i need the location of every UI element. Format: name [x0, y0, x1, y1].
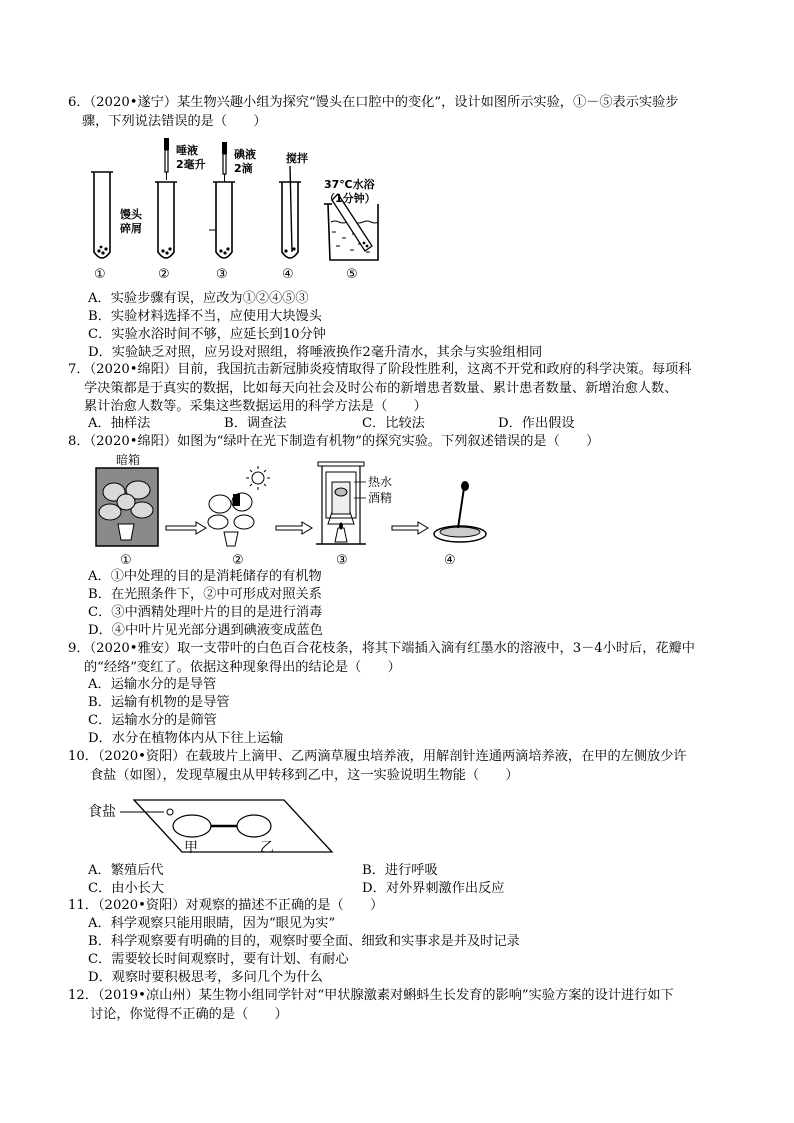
fig-label-saliva: 唾液: [176, 144, 198, 157]
q10-option-d: D．对外界刺激作出反应: [362, 881, 505, 896]
q9-option-b: B．运输有机物的是导管: [88, 695, 230, 710]
test-tube-1: [91, 172, 113, 258]
q11-option-b: B．科学观察要有明确的目的，观察时要全面、细致和实事求是并及时记录: [88, 934, 520, 949]
fig-label-saliva-amount: 2毫升: [176, 158, 206, 171]
q7-option-b: B．调查法: [224, 416, 287, 431]
q8-option-d: D．④中叶片见光部分遇到碘液变成蓝色: [88, 623, 323, 638]
fig-step-1: ①: [94, 267, 106, 282]
question-8: [68, 433, 728, 452]
q9-option-d: D．水分在植物体内从下往上运输: [88, 731, 284, 746]
fig-step-2: ②: [232, 553, 244, 568]
question-6-line-2: 骤，下列说法错误的是（ ）: [82, 113, 267, 129]
fig-step-3: ③: [336, 553, 348, 568]
figure-paramecium-slide: [86, 794, 346, 858]
question-7-line-3: 累计治愈人数等。采集这些数据运用的科学方法是（ ）: [84, 399, 427, 415]
question-7: [68, 361, 728, 417]
question-9: [68, 640, 728, 677]
question-9-line-2: 的“经络”变红了。依据这种现象得出的结论是（ ）: [84, 659, 401, 675]
fig-label-bath-time: （1分钟）: [324, 192, 376, 205]
fig-step-5: ⑤: [346, 267, 358, 282]
question-10-line-2: 食盐（如图），发现草履虫从甲转移到乙中，这一实验说明生物能（ ）: [90, 767, 519, 783]
question-6: [68, 94, 728, 131]
question-11-line-1: 11．（2020•资阳）对观察的描述不正确的是（ ）: [68, 898, 384, 913]
fig-label-iodine-amount: 2滴: [234, 162, 253, 175]
q10-option-c: C．由小长大: [88, 881, 165, 896]
fig-step-1: ①: [120, 553, 132, 568]
fig-label-jia: 甲: [184, 840, 198, 856]
question-8-line-1: 8．（2020•绵阳）如图为“绿叶在光下制造有机物”的探究实验。下列叙述错误的是（ ）: [68, 434, 600, 449]
test-tube-3: [209, 182, 235, 258]
question-10-line-1: 10．（2020•资阳）在载玻片上滴甲、乙两滴草履虫培养液，用解剖针连通两滴培养液，在甲的左侧放少许: [68, 749, 687, 764]
q7-option-a: A．抽样法: [88, 416, 151, 431]
fig-step-2: ②: [158, 267, 170, 282]
q6-option-a: A．实验步骤有误，应改为①②④⑤③: [88, 291, 309, 306]
test-tube-4: [279, 166, 301, 258]
fig-label-darkbox: 暗箱: [116, 453, 141, 467]
q6-option-c: C．实验水浴时间不够，应延长到10分钟: [88, 327, 326, 342]
question-12: [68, 987, 728, 1024]
q10-option-a: A．繁殖后代: [88, 863, 164, 878]
q6-option-d: D．实验缺乏对照，应另设对照组，将唾液换作2毫升清水，其余与实验组相同: [88, 345, 543, 360]
fig-label-iodine: 碘液: [234, 148, 256, 161]
question-9-line-1: 9．（2020•雅安）取一支带叶的白色百合花枝条，将其下端插入滴有红墨水的溶液中，3－4小时后，花瓣中: [68, 641, 695, 656]
glass-slide: [120, 800, 332, 852]
test-tube-2: [155, 182, 177, 258]
fig-step-3: ③: [216, 267, 228, 282]
question-6-line-1: 6．（2020•遂宁）某生物兴趣小组为探究“馒头在口腔中的变化”，设计如图所示实验，①－⑤表示实验步: [68, 95, 679, 110]
q9-option-c: C．运输水分的是筛管: [88, 713, 217, 728]
q6-option-b: B．实验材料选择不当，应使用大块馒头: [88, 309, 322, 324]
fig-step-4: ④: [282, 267, 294, 282]
q8-option-a: A．①中处理的目的是消耗储存的有机物: [88, 569, 322, 584]
fig-label-salt: 食盐: [88, 804, 116, 820]
fig-label-crumbs-1: 馒头: [120, 208, 142, 221]
fig-label-hot-water: 热水: [368, 475, 393, 489]
q11-option-c: C．需要较长时间观察时，要有计划、有耐心: [88, 952, 349, 967]
figure-photosynthesis-experiment: [92, 452, 492, 568]
dropper-saliva: [164, 138, 169, 180]
question-12-line-1: 12．（2019•凉山州）某生物小组同学针对“甲状腺激素对蝌蚪生长发育的影响”实验方案的设计进行如下: [68, 988, 674, 1003]
q9-option-a: A．运输水分的是导管: [88, 677, 217, 692]
q11-option-d: D．观察时要积极思考，多问几个为什么: [88, 970, 323, 985]
q8-option-b: B．在光照条件下，②中可形成对照关系: [88, 587, 322, 602]
q7-option-c: C．比较法: [362, 416, 425, 431]
petri-dish-iodine: [434, 481, 486, 542]
figure-starch-digestion-experiment: [80, 134, 380, 286]
q7-option-d: D．作出假设: [498, 416, 575, 431]
fig-step-4: ④: [444, 553, 456, 568]
q10-option-b: B．进行呼吸: [362, 863, 438, 878]
question-12-line-2: 讨论，你觉得不正确的是（ ）: [90, 1006, 288, 1022]
dark-box-plant: [96, 468, 158, 546]
q11-option-a: A．科学观察只能用眼睛，因为“眼见为实”: [88, 916, 336, 931]
fig-label-water-bath: 37℃水浴: [324, 178, 375, 191]
plant-in-light: [208, 466, 270, 546]
question-7-line-2: 学决策都是于真实的数据，比如每天向社会及时公布的新增患者数量、累计患者数量、新增治愈人数、: [84, 380, 678, 396]
q8-option-c: C．③中酒精处理叶片的目的是进行消毒: [88, 605, 323, 620]
question-10: [68, 748, 728, 785]
dropper-iodine: [222, 142, 227, 182]
fig-label-stir: 搅拌: [286, 152, 308, 165]
question-7-line-1: 7．（2020•绵阳）目前，我国抗击新冠肺炎疫情取得了阶段性胜利，这离不开党和政府的科学决策。每项科: [68, 362, 692, 377]
fig-label-yi: 乙: [260, 840, 274, 856]
fig-label-alcohol: 酒精: [368, 491, 393, 505]
question-11: [68, 897, 728, 916]
fig-label-crumbs-2: 碎屑: [120, 222, 142, 235]
alcohol-heating-setup: [316, 462, 366, 544]
